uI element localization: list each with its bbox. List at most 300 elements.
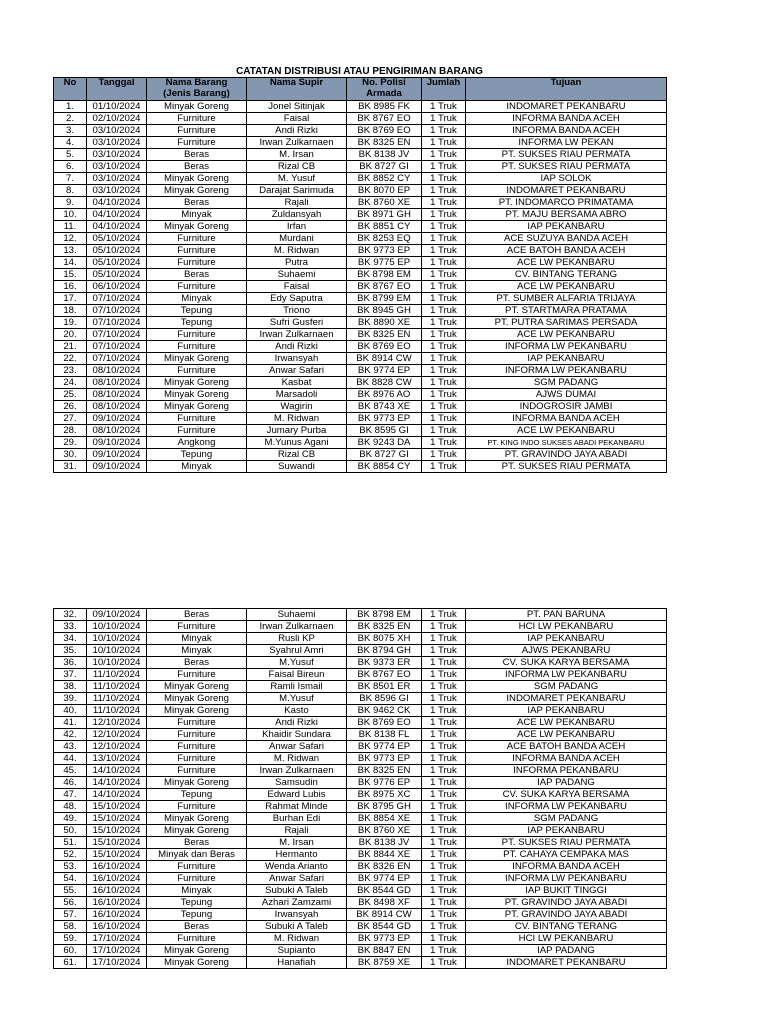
cell-no-polisi: BK 8914 CW: [347, 909, 422, 921]
cell-tujuan: INFORMA LW PEKANBARU: [466, 873, 667, 885]
cell-no-polisi: BK 8851 CY: [347, 221, 422, 233]
cell-tujuan: IAP PEKANBARU: [466, 221, 667, 233]
table-row: [54, 185, 667, 197]
cell-no: 9.: [54, 197, 87, 209]
cell-no-polisi: BK 8544 GD: [347, 921, 422, 933]
cell-no-polisi: BK 8854 XE: [347, 813, 422, 825]
cell-no: 43.: [54, 741, 87, 753]
table-row: [54, 437, 667, 449]
cell-nama-supir: Irwansyah: [247, 909, 347, 921]
table-row: [54, 269, 667, 281]
cell-tujuan: INFORMA BANDA ACEH: [466, 113, 667, 125]
cell-nama-barang: Minyak dan Beras: [147, 849, 247, 861]
cell-tanggal: 15/10/2024: [87, 801, 147, 813]
cell-no-polisi: BK 8975 XC: [347, 789, 422, 801]
cell-jumlah: 1 Truk: [422, 197, 466, 209]
cell-no: 31.: [54, 461, 87, 473]
cell-no: 59.: [54, 933, 87, 945]
cell-jumlah: 1 Truk: [422, 933, 466, 945]
cell-nama-supir: M. Ridwan: [247, 245, 347, 257]
table-row: [54, 113, 667, 125]
cell-nama-supir: M.Yunus Agani: [247, 437, 347, 449]
cell-no: 38.: [54, 681, 87, 693]
cell-no-polisi: BK 8976 AO: [347, 389, 422, 401]
cell-nama-barang: Minyak Goreng: [147, 693, 247, 705]
cell-nama-supir: Suhaemi: [247, 269, 347, 281]
cell-jumlah: 1 Truk: [422, 173, 466, 185]
cell-jumlah: 1 Truk: [422, 101, 466, 113]
cell-jumlah: 1 Truk: [422, 681, 466, 693]
cell-no-polisi: BK 8828 CW: [347, 377, 422, 389]
cell-jumlah: 1 Truk: [422, 765, 466, 777]
cell-nama-barang: Minyak Goreng: [147, 377, 247, 389]
cell-nama-barang: Minyak Goreng: [147, 825, 247, 837]
cell-jumlah: 1 Truk: [422, 873, 466, 885]
cell-no-polisi: BK 8075 XH: [347, 633, 422, 645]
cell-nama-barang: Furniture: [147, 125, 247, 137]
cell-nama-barang: Minyak Goreng: [147, 101, 247, 113]
cell-tujuan: INFORMA PEKANBARU: [466, 765, 667, 777]
cell-tanggal: 07/10/2024: [87, 353, 147, 365]
cell-jumlah: 1 Truk: [422, 413, 466, 425]
cell-no: 42.: [54, 729, 87, 741]
cell-no: 1.: [54, 101, 87, 113]
cell-tanggal: 09/10/2024: [87, 461, 147, 473]
cell-nama-supir: Irwan Zulkarnaen: [247, 621, 347, 633]
cell-tujuan: CV. SUKA KARYA BERSAMA: [466, 657, 667, 669]
cell-jumlah: 1 Truk: [422, 233, 466, 245]
table-row: [54, 729, 667, 741]
cell-nama-supir: Faisal: [247, 113, 347, 125]
cell-nama-barang: Furniture: [147, 413, 247, 425]
cell-nama-barang: Minyak Goreng: [147, 813, 247, 825]
cell-no-polisi: BK 8971 GH: [347, 209, 422, 221]
cell-tanggal: 09/10/2024: [87, 449, 147, 461]
table-row: [54, 425, 667, 437]
cell-tujuan: INFORMA BANDA ACEH: [466, 753, 667, 765]
table-row: [54, 173, 667, 185]
cell-jumlah: 1 Truk: [422, 837, 466, 849]
cell-no-polisi: BK 8795 GH: [347, 801, 422, 813]
cell-nama-barang: Minyak Goreng: [147, 185, 247, 197]
cell-nama-barang: Tepung: [147, 909, 247, 921]
cell-tanggal: 15/10/2024: [87, 825, 147, 837]
cell-no: 2.: [54, 113, 87, 125]
cell-jumlah: 1 Truk: [422, 113, 466, 125]
cell-nama-barang: Minyak Goreng: [147, 353, 247, 365]
cell-tanggal: 14/10/2024: [87, 765, 147, 777]
table-row: [54, 161, 667, 173]
cell-jumlah: 1 Truk: [422, 317, 466, 329]
cell-tanggal: 01/10/2024: [87, 101, 147, 113]
cell-no: 25.: [54, 389, 87, 401]
table-row: [54, 885, 667, 897]
cell-no: 30.: [54, 449, 87, 461]
cell-nama-supir: Rajali: [247, 197, 347, 209]
cell-no-polisi: BK 8325 EN: [347, 765, 422, 777]
cell-tujuan: SGM PADANG: [466, 813, 667, 825]
table-row: [54, 305, 667, 317]
cell-nama-supir: Rusli KP: [247, 633, 347, 645]
cell-nama-supir: Hermanto: [247, 849, 347, 861]
cell-tujuan: ACE LW PEKANBARU: [466, 257, 667, 269]
cell-tanggal: 07/10/2024: [87, 317, 147, 329]
cell-tanggal: 07/10/2024: [87, 293, 147, 305]
cell-nama-supir: Azhari Zamzami: [247, 897, 347, 909]
table-row: [54, 681, 667, 693]
table-row: [54, 401, 667, 413]
cell-nama-supir: Anwar Safari: [247, 873, 347, 885]
cell-no: 22.: [54, 353, 87, 365]
cell-tanggal: 05/10/2024: [87, 269, 147, 281]
cell-nama-supir: Suhaemi: [247, 609, 347, 621]
cell-jumlah: 1 Truk: [422, 353, 466, 365]
cell-nama-barang: Furniture: [147, 765, 247, 777]
cell-no-polisi: BK 8138 JV: [347, 837, 422, 849]
cell-tujuan: AJWS PEKANBARU: [466, 645, 667, 657]
cell-jumlah: 1 Truk: [422, 753, 466, 765]
table-row: [54, 389, 667, 401]
cell-tanggal: 04/10/2024: [87, 197, 147, 209]
cell-no-polisi: BK 8945 GH: [347, 305, 422, 317]
cell-nama-barang: Minyak Goreng: [147, 777, 247, 789]
cell-tujuan: IAP BUKIT TINGGI: [466, 885, 667, 897]
cell-no: 3.: [54, 125, 87, 137]
cell-no: 16.: [54, 281, 87, 293]
cell-no: 40.: [54, 705, 87, 717]
cell-no-polisi: BK 8325 EN: [347, 137, 422, 149]
cell-nama-supir: M.Yusuf: [247, 657, 347, 669]
cell-no: 33.: [54, 621, 87, 633]
cell-jumlah: 1 Truk: [422, 257, 466, 269]
cell-nama-barang: Furniture: [147, 365, 247, 377]
cell-tujuan: INFORMA LW PEKANBARU: [466, 801, 667, 813]
cell-nama-barang: Furniture: [147, 245, 247, 257]
cell-no: 53.: [54, 861, 87, 873]
cell-jumlah: 1 Truk: [422, 693, 466, 705]
table-row: [54, 197, 667, 209]
cell-tujuan: ACE LW PEKANBARU: [466, 281, 667, 293]
cell-no: 7.: [54, 173, 87, 185]
cell-no: 15.: [54, 269, 87, 281]
cell-tujuan: IAP PEKANBARU: [466, 825, 667, 837]
cell-no-polisi: BK 8890 XE: [347, 317, 422, 329]
cell-nama-barang: Furniture: [147, 281, 247, 293]
cell-jumlah: 1 Truk: [422, 425, 466, 437]
cell-no-polisi: BK 8138 JV: [347, 149, 422, 161]
cell-nama-supir: Subuki A Taleb: [247, 921, 347, 933]
cell-nama-supir: Burhan Edi: [247, 813, 347, 825]
cell-tanggal: 17/10/2024: [87, 945, 147, 957]
cell-jumlah: 1 Truk: [422, 209, 466, 221]
cell-nama-barang: Tepung: [147, 317, 247, 329]
cell-nama-supir: Marsadoli: [247, 389, 347, 401]
cell-jumlah: 1 Truk: [422, 921, 466, 933]
cell-jumlah: 1 Truk: [422, 609, 466, 621]
cell-jumlah: 1 Truk: [422, 389, 466, 401]
cell-no: 41.: [54, 717, 87, 729]
cell-tujuan: PT. PUTRA SARIMAS PERSADA: [466, 317, 667, 329]
cell-tujuan: IAP PEKANBARU: [466, 353, 667, 365]
table-row: [54, 633, 667, 645]
cell-nama-supir: Rahmat Minde: [247, 801, 347, 813]
cell-tujuan: ACE LW PEKANBARU: [466, 425, 667, 437]
cell-tanggal: 03/10/2024: [87, 185, 147, 197]
cell-nama-supir: Subuki A Taleb: [247, 885, 347, 897]
cell-nama-supir: M. Yusuf: [247, 173, 347, 185]
cell-tujuan: ACE LW PEKANBARU: [466, 729, 667, 741]
cell-jumlah: 1 Truk: [422, 461, 466, 473]
cell-nama-barang: Beras: [147, 197, 247, 209]
cell-no: 19.: [54, 317, 87, 329]
cell-nama-supir: Murdani: [247, 233, 347, 245]
cell-nama-supir: Irwan Zulkarnaen: [247, 329, 347, 341]
cell-nama-barang: Furniture: [147, 621, 247, 633]
cell-nama-supir: Putra: [247, 257, 347, 269]
cell-tanggal: 05/10/2024: [87, 257, 147, 269]
cell-nama-supir: Jonel Sitinjak: [247, 101, 347, 113]
cell-nama-barang: Tepung: [147, 449, 247, 461]
cell-nama-barang: Minyak Goreng: [147, 389, 247, 401]
cell-no: 50.: [54, 825, 87, 837]
cell-tujuan: PT. INDOMARCO PRIMATAMA: [466, 197, 667, 209]
cell-tanggal: 11/10/2024: [87, 693, 147, 705]
cell-tanggal: 13/10/2024: [87, 753, 147, 765]
header-no: No: [54, 78, 87, 101]
table-row: [54, 789, 667, 801]
cell-tanggal: 08/10/2024: [87, 365, 147, 377]
cell-tanggal: 04/10/2024: [87, 209, 147, 221]
cell-nama-supir: Zuldansyah: [247, 209, 347, 221]
cell-jumlah: 1 Truk: [422, 861, 466, 873]
cell-jumlah: 1 Truk: [422, 221, 466, 233]
cell-nama-supir: Rizal CB: [247, 161, 347, 173]
cell-tujuan: INDOMARET PEKANBARU: [466, 185, 667, 197]
cell-nama-barang: Furniture: [147, 729, 247, 741]
cell-no: 57.: [54, 909, 87, 921]
cell-tujuan: CV. SUKA KARYA BERSAMA: [466, 789, 667, 801]
cell-nama-barang: Beras: [147, 161, 247, 173]
cell-no-polisi: BK 8498 XF: [347, 897, 422, 909]
cell-nama-barang: Minyak: [147, 293, 247, 305]
cell-nama-barang: Tepung: [147, 305, 247, 317]
cell-nama-supir: Wagirin: [247, 401, 347, 413]
cell-nama-barang: Furniture: [147, 329, 247, 341]
cell-tanggal: 08/10/2024: [87, 389, 147, 401]
cell-tujuan: PT. SUMBER ALFARIA TRIJAYA: [466, 293, 667, 305]
cell-no-polisi: BK 8769 EO: [347, 341, 422, 353]
cell-tanggal: 07/10/2024: [87, 305, 147, 317]
cell-no: 29.: [54, 437, 87, 449]
cell-tanggal: 16/10/2024: [87, 873, 147, 885]
cell-jumlah: 1 Truk: [422, 161, 466, 173]
table-row: [54, 609, 667, 621]
cell-tanggal: 16/10/2024: [87, 897, 147, 909]
cell-tujuan: PT. MAJU BERSAMA ABRO: [466, 209, 667, 221]
cell-tanggal: 15/10/2024: [87, 837, 147, 849]
cell-no: 44.: [54, 753, 87, 765]
cell-tujuan: PT. STARTMARA PRATAMA: [466, 305, 667, 317]
cell-tujuan: PT. GRAVINDO JAYA ABADI: [466, 449, 667, 461]
cell-tujuan: ACE SUZUYA BANDA ACEH: [466, 233, 667, 245]
cell-no-polisi: BK 8595 GI: [347, 425, 422, 437]
cell-nama-barang: Beras: [147, 657, 247, 669]
cell-tanggal: 03/10/2024: [87, 161, 147, 173]
cell-tanggal: 14/10/2024: [87, 777, 147, 789]
cell-no: 24.: [54, 377, 87, 389]
cell-nama-supir: Ramli Ismail: [247, 681, 347, 693]
table-row: [54, 669, 667, 681]
cell-nama-supir: Edward Lubis: [247, 789, 347, 801]
cell-no: 23.: [54, 365, 87, 377]
cell-tujuan: HCI LW PEKANBARU: [466, 621, 667, 633]
cell-nama-supir: Andi Rizki: [247, 125, 347, 137]
cell-no: 35.: [54, 645, 87, 657]
cell-tujuan: ACE BATOH BANDA ACEH: [466, 245, 667, 257]
header-tujuan: Tujuan: [466, 78, 667, 101]
cell-nama-supir: M.Yusuf: [247, 693, 347, 705]
cell-nama-supir: Faisal: [247, 281, 347, 293]
cell-no: 46.: [54, 777, 87, 789]
table-row: [54, 813, 667, 825]
cell-tujuan: PT. SUKSES RIAU PERMATA: [466, 149, 667, 161]
cell-nama-barang: Minyak Goreng: [147, 401, 247, 413]
table-row: [54, 801, 667, 813]
cell-tujuan: PT. KING INDO SUKSES ABADI PEKANBARU: [466, 437, 667, 449]
cell-no-polisi: BK 9775 EP: [347, 257, 422, 269]
table-row: [54, 245, 667, 257]
cell-tanggal: 16/10/2024: [87, 885, 147, 897]
cell-no: 20.: [54, 329, 87, 341]
header-nama-barang: Nama Barang (Jenis Barang): [147, 78, 247, 101]
cell-jumlah: 1 Truk: [422, 269, 466, 281]
table-row: [54, 945, 667, 957]
cell-no-polisi: BK 9774 EP: [347, 365, 422, 377]
cell-nama-barang: Minyak: [147, 885, 247, 897]
cell-tujuan: INFORMA BANDA ACEH: [466, 413, 667, 425]
cell-jumlah: 1 Truk: [422, 897, 466, 909]
cell-tanggal: 14/10/2024: [87, 789, 147, 801]
cell-no-polisi: BK 8760 XE: [347, 825, 422, 837]
table-row: [54, 645, 667, 657]
cell-no: 61.: [54, 957, 87, 969]
cell-nama-supir: Wenda Arianto: [247, 861, 347, 873]
cell-no: 36.: [54, 657, 87, 669]
table-body-part-2: [54, 609, 667, 969]
distribution-table-part-1: [53, 77, 667, 473]
cell-nama-barang: Beras: [147, 609, 247, 621]
cell-no-polisi: BK 9773 EP: [347, 413, 422, 425]
cell-no-polisi: BK 8798 EM: [347, 609, 422, 621]
cell-jumlah: 1 Truk: [422, 633, 466, 645]
table-row: [54, 257, 667, 269]
cell-jumlah: 1 Truk: [422, 377, 466, 389]
cell-no: 52.: [54, 849, 87, 861]
cell-no-polisi: BK 9243 DA: [347, 437, 422, 449]
cell-tujuan: PT. SUKSES RIAU PERMATA: [466, 837, 667, 849]
cell-no: 28.: [54, 425, 87, 437]
cell-no: 56.: [54, 897, 87, 909]
cell-no-polisi: BK 8767 EO: [347, 669, 422, 681]
table-row: [54, 329, 667, 341]
table-row: [54, 101, 667, 113]
cell-tanggal: 10/10/2024: [87, 621, 147, 633]
table-row: [54, 765, 667, 777]
table-row: [54, 449, 667, 461]
cell-nama-supir: M. Ridwan: [247, 413, 347, 425]
cell-tujuan: INDOMARET PEKANBARU: [466, 957, 667, 969]
table-row: [54, 125, 667, 137]
cell-jumlah: 1 Truk: [422, 125, 466, 137]
cell-jumlah: 1 Truk: [422, 365, 466, 377]
cell-nama-supir: Samsudin: [247, 777, 347, 789]
cell-no-polisi: BK 8070 EP: [347, 185, 422, 197]
table-row: [54, 353, 667, 365]
cell-tujuan: INFORMA LW PEKAN: [466, 137, 667, 149]
cell-tanggal: 09/10/2024: [87, 413, 147, 425]
cell-no-polisi: BK 8326 EN: [347, 861, 422, 873]
table-row: [54, 921, 667, 933]
cell-tanggal: 03/10/2024: [87, 125, 147, 137]
cell-nama-supir: Irwansyah: [247, 353, 347, 365]
cell-jumlah: 1 Truk: [422, 789, 466, 801]
cell-nama-supir: M. Irsan: [247, 837, 347, 849]
cell-nama-barang: Furniture: [147, 861, 247, 873]
table-row: [54, 413, 667, 425]
cell-tujuan: ACE BATOH BANDA ACEH: [466, 741, 667, 753]
cell-nama-supir: Rizal CB: [247, 449, 347, 461]
cell-nama-barang: Furniture: [147, 233, 247, 245]
cell-nama-supir: Supianto: [247, 945, 347, 957]
cell-no: 21.: [54, 341, 87, 353]
header-tanggal: Tanggal: [87, 78, 147, 101]
cell-nama-supir: Khaidir Sundara: [247, 729, 347, 741]
cell-tujuan: INDOGROSIR JAMBI: [466, 401, 667, 413]
cell-no: 13.: [54, 245, 87, 257]
cell-tanggal: 15/10/2024: [87, 849, 147, 861]
cell-nama-supir: M. Ridwan: [247, 933, 347, 945]
cell-nama-barang: Furniture: [147, 669, 247, 681]
cell-tanggal: 09/10/2024: [87, 609, 147, 621]
cell-tanggal: 05/10/2024: [87, 233, 147, 245]
cell-nama-barang: Furniture: [147, 741, 247, 753]
cell-no: 34.: [54, 633, 87, 645]
table-row: [54, 753, 667, 765]
cell-no: 47.: [54, 789, 87, 801]
cell-nama-barang: Minyak Goreng: [147, 957, 247, 969]
cell-tujuan: SGM PADANG: [466, 681, 667, 693]
table-row: [54, 149, 667, 161]
cell-nama-supir: Rajali: [247, 825, 347, 837]
cell-tanggal: 03/10/2024: [87, 149, 147, 161]
table-row: [54, 741, 667, 753]
cell-jumlah: 1 Truk: [422, 657, 466, 669]
table-row: [54, 849, 667, 861]
table-row: [54, 825, 667, 837]
cell-no-polisi: BK 8852 CY: [347, 173, 422, 185]
table-row: [54, 837, 667, 849]
cell-nama-supir: Kasbat: [247, 377, 347, 389]
cell-no-polisi: BK 8798 EM: [347, 269, 422, 281]
table-row: [54, 317, 667, 329]
cell-no: 58.: [54, 921, 87, 933]
cell-tanggal: 07/10/2024: [87, 329, 147, 341]
cell-nama-supir: Anwar Safari: [247, 365, 347, 377]
cell-nama-barang: Beras: [147, 837, 247, 849]
cell-no-polisi: BK 9776 EP: [347, 777, 422, 789]
cell-no: 37.: [54, 669, 87, 681]
table-row: [54, 861, 667, 873]
